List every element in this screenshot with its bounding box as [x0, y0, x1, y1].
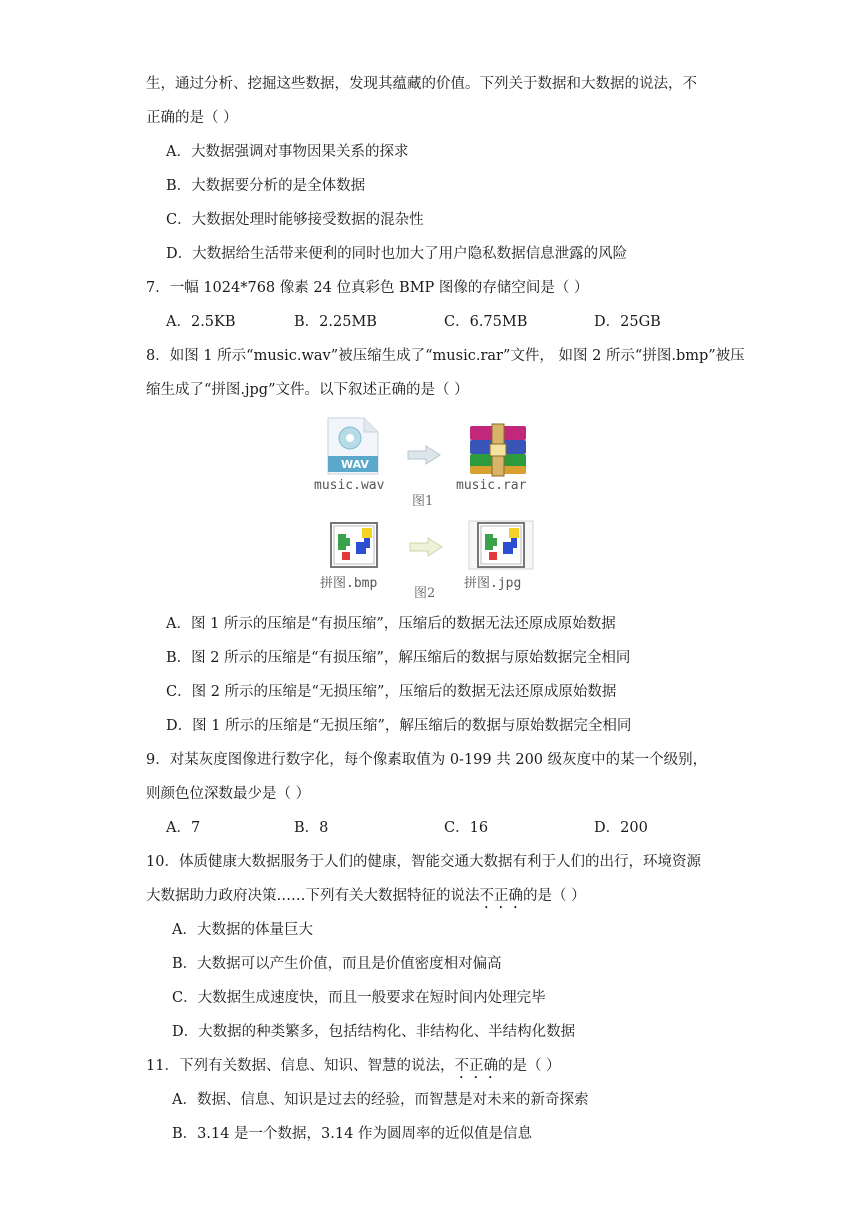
- question-stem: 8．如图 1 所示“music.wav”被压缩生成了“music.rar”文件， 如图 2 所示“拼图.bmp”被压: [146, 348, 745, 364]
- arrow-right-icon: [406, 444, 442, 466]
- question-stem: 10．体质健康大数据服务于人们的健康，智能交通大数据有利于人们的出行，环境资源: [146, 854, 701, 870]
- option-a: A．2.5KB: [166, 314, 236, 330]
- option-c: C．6.75MB: [444, 314, 528, 330]
- question-stem: 则颜色位深数最少是（ ）: [146, 786, 311, 802]
- rar-archive-icon: [466, 422, 530, 478]
- compression-figure: [300, 410, 560, 600]
- stem-text: 的是（ ）: [497, 1058, 561, 1074]
- option-b: B．8: [294, 820, 329, 836]
- question-stem: 9．对某灰度图像进行数字化，每个像素取值为 0-199 共 200 级灰度中的某一个级别，: [146, 752, 708, 768]
- figure-caption: 图1: [412, 494, 434, 509]
- option-d: D．大数据的种类繁多，包括结构化、非结构化、半结构化数据: [172, 1024, 576, 1040]
- stem-text: 的是（ ）: [523, 888, 586, 904]
- option-c: C．图 2 所示的压缩是“无损压缩”，压缩后的数据无法还原成原始数据: [166, 684, 617, 700]
- option-a: A．数据、信息、知识是过去的经验，而智慧是对未来的新奇探索: [172, 1092, 589, 1108]
- option-a: A．7: [166, 820, 201, 836]
- text-line: 生，通过分析、挖掘这些数据，发现其蕴藏的价值。下列关于数据和大数据的说法，不: [146, 76, 697, 92]
- option-d: D．25GB: [594, 314, 661, 330]
- file-label: music.wav: [314, 478, 385, 493]
- option-b: B．图 2 所示的压缩是“有损压缩”，解压缩后的数据与原始数据完全相同: [166, 650, 631, 666]
- question-stem: 缩生成了“拼图.jpg”文件。以下叙述正确的是（ ）: [146, 382, 469, 398]
- figure-caption: 图2: [414, 586, 436, 601]
- file-label: 拼图.jpg: [464, 576, 522, 591]
- stem-text: 大数据助力政府决策……下列有关大数据特征的说法: [146, 888, 480, 904]
- option-d: D．200: [594, 820, 648, 836]
- emphasis-text: 不正确: [454, 1058, 498, 1074]
- option-d: D．大数据给生活带来便利的同时也加大了用户隐私数据信息泄露的风险: [166, 246, 628, 262]
- wav-badge: WAV: [341, 458, 369, 471]
- option-b: B．大数据要分析的是全体数据: [166, 178, 366, 194]
- file-label: music.rar: [456, 478, 527, 493]
- stem-text: 11．下列有关数据、信息、知识、智慧的说法，: [146, 1058, 455, 1074]
- option-d: D．图 1 所示的压缩是“无损压缩”，解压缩后的数据与原始数据完全相同: [166, 718, 632, 734]
- question-stem: 7．一幅 1024*768 像素 24 位真彩色 BMP 图像的存储空间是（ ）: [146, 280, 589, 296]
- option-a: A．大数据的体量巨大: [172, 922, 313, 938]
- bmp-image-icon: [328, 520, 382, 570]
- option-c: C．大数据生成速度快，而且一般要求在短时间内处理完毕: [172, 990, 546, 1006]
- file-label: 拼图.bmp: [320, 576, 378, 591]
- text-line: 正确的是（ ）: [146, 110, 238, 126]
- emphasis-text: 不正确: [479, 888, 523, 904]
- option-c: C．大数据处理时能够接受数据的混杂性: [166, 212, 424, 228]
- option-b: B．3.14 是一个数据，3.14 作为圆周率的近似值是信息: [172, 1126, 532, 1142]
- option-c: C．16: [444, 820, 489, 836]
- question-stem: [146, 886, 586, 912]
- option-a: A．图 1 所示的压缩是“有损压缩”，压缩后的数据无法还原成原始数据: [166, 616, 616, 632]
- jpg-image-icon: [468, 520, 534, 570]
- option-a: A．大数据强调对事物因果关系的探求: [166, 144, 409, 160]
- question-stem: [146, 1056, 561, 1082]
- option-b: B．大数据可以产生价值，而且是价值密度相对偏高: [172, 956, 502, 972]
- arrow-right-icon: [408, 536, 444, 558]
- option-b: B．2.25MB: [294, 314, 377, 330]
